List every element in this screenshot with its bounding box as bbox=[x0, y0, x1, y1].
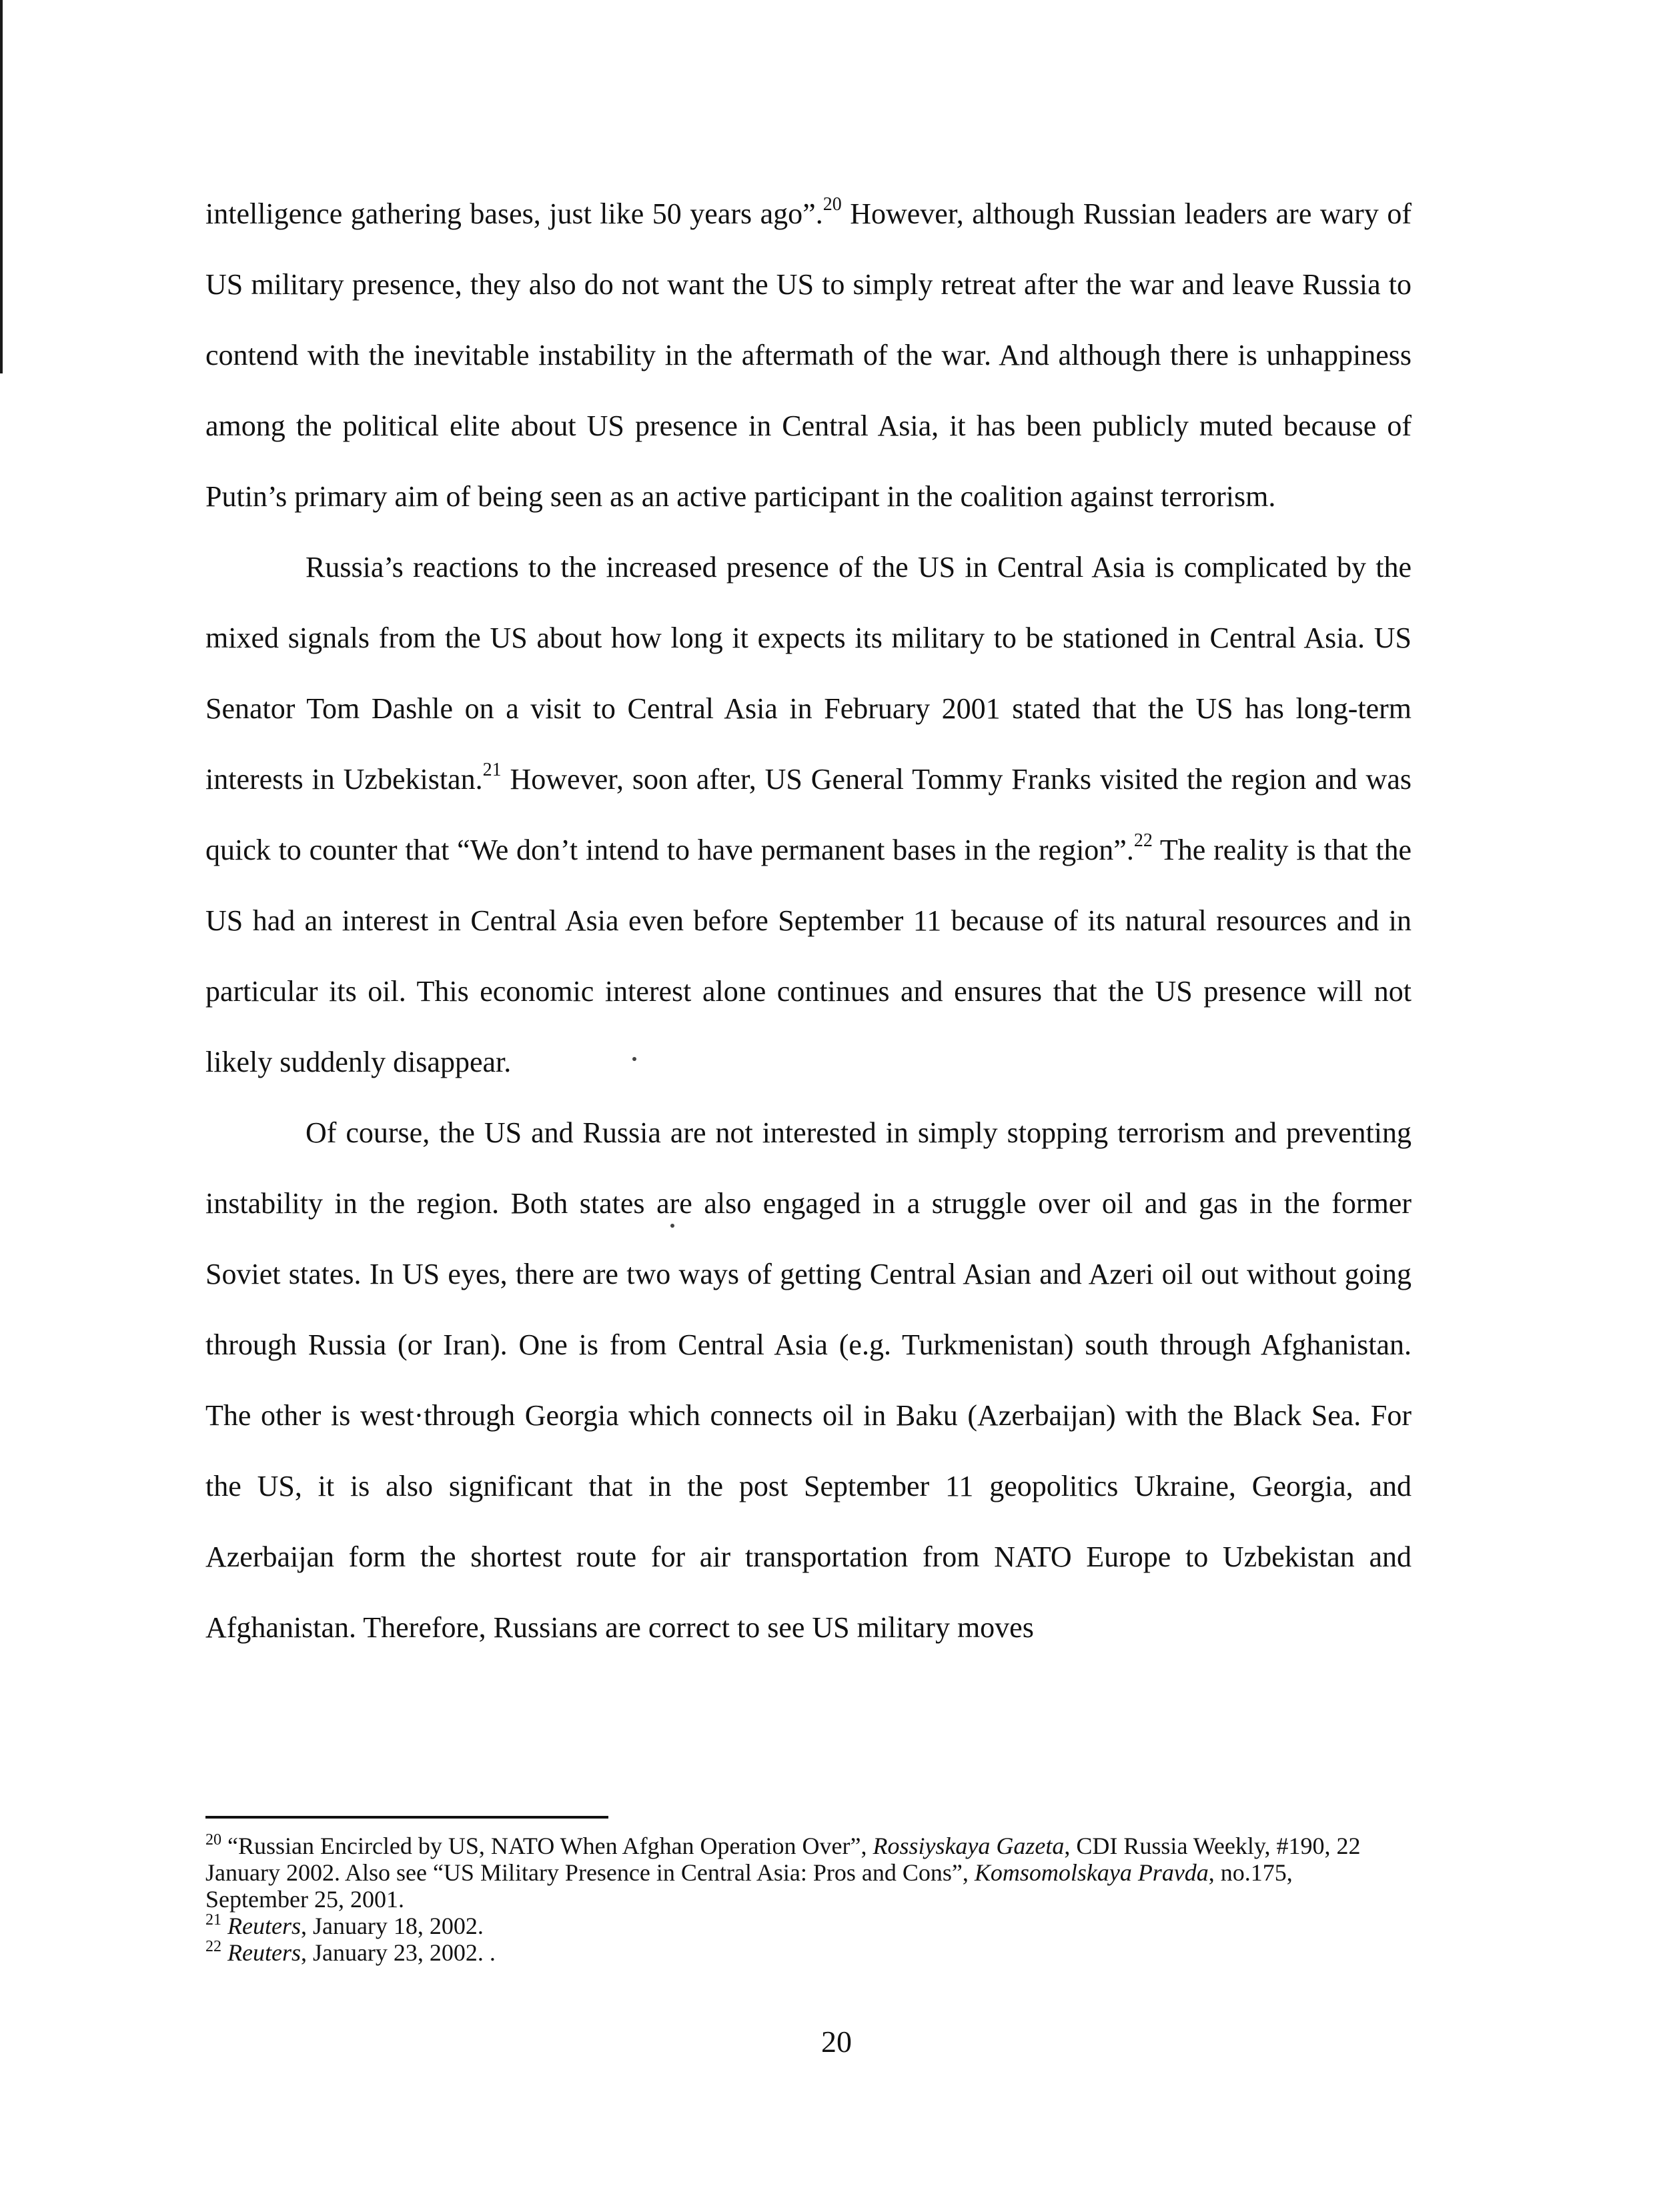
text-run: The reality is that the US had an interest in Central Asia even before September 11 because of its natural resources and in particular its oil. This economic interest alone continues and ensures that the US presence will not likely suddenly disappear. bbox=[205, 834, 1412, 1078]
text-run: , no.175, September 25, 2001. bbox=[205, 1859, 1293, 1913]
italic-title: Reuters bbox=[227, 1913, 301, 1939]
text-run bbox=[221, 1939, 227, 1966]
footnote-marker: 21 bbox=[482, 760, 502, 780]
italic-title: Reuters bbox=[227, 1939, 301, 1966]
text-run: “Russian Encircled by US, NATO When Afghan Operation Over”, bbox=[221, 1833, 873, 1859]
footnote-marker: 20 bbox=[822, 194, 842, 215]
footnote bbox=[205, 1833, 1379, 1913]
page-number: 20 bbox=[821, 2025, 852, 2059]
paragraph bbox=[205, 1098, 1412, 1663]
footnote-marker: 20 bbox=[205, 1831, 221, 1849]
footnote-marker: 21 bbox=[205, 1911, 221, 1929]
text-run: Of course, the US and Russia are not interested in simply stopping terrorism and preventing instability in the region. Both states are also engaged in a struggle over oil and gas in the former Soviet states. In US eyes, there are two ways of getting Central Asian and Azeri oil out without going through Russia (or Iran). One is from Central Asia (e.g. Turkmenistan) south through Afghanistan. The other is west·through Georgia which connects oil in Baku (Azerbaijan) with the Black Sea. For the US, it is also significant that in the post September 11 geopolitics Ukraine, Georgia, and Azerbaijan form the shortest route for air transportation from NATO Europe to Uzbekistan and Afghanistan. Therefore, Russians are correct to see US military moves bbox=[205, 1116, 1412, 1644]
text-run: , January 23, 2002. . bbox=[300, 1939, 496, 1966]
text-run: However, soon after, US General Tommy Franks visited the region and was quick to counter that “We don’t intend to have permanent bases in the region”. bbox=[205, 763, 1412, 866]
footnote-divider bbox=[205, 1816, 608, 1819]
text-run bbox=[221, 1913, 227, 1939]
paragraph bbox=[205, 179, 1412, 532]
text-run: intelligence gathering bases, just like 50 years ago”. bbox=[205, 197, 823, 230]
text-run: , January 18, 2002. bbox=[300, 1913, 484, 1939]
italic-title: Komsomolskaya Pravda bbox=[974, 1859, 1209, 1886]
footnote bbox=[205, 1939, 1379, 1966]
footnotes bbox=[205, 1833, 1379, 1966]
footnote-marker: 22 bbox=[1133, 830, 1153, 851]
italic-title: Rossiyskaya Gazeta bbox=[873, 1833, 1065, 1859]
footnote-marker: 22 bbox=[205, 1938, 221, 1955]
text-run: , CDI Russia Weekly, #190, 22 January 2002. Also see “US Military Presence in Central Asia: Pros and Cons”, bbox=[205, 1833, 1361, 1886]
text-run: However, although Russian leaders are wary of US military presence, they also do not want the US to simply retreat after the war and leave Russia to contend with the inevitable instability in the aftermath of the war. And although there is unhappiness among the political elite about US presence in Central Asia, it has been publicly muted because of Putin’s primary aim of being seen as an active participant in the coalition against terrorism. bbox=[205, 197, 1412, 513]
paragraph bbox=[205, 532, 1412, 1098]
text-run: Russia’s reactions to the increased presence of the US in Central Asia is complicated by the mixed signals from the US about how long it expects its military to be stationed in Central Asia. US Senator Tom Dashle on a visit to Central Asia in February 2001 stated that the US has long-term interests in Uzbekistan. bbox=[205, 551, 1412, 796]
main-text bbox=[205, 179, 1412, 1663]
footnote bbox=[205, 1913, 1379, 1939]
scan-edge-line bbox=[0, 0, 3, 373]
